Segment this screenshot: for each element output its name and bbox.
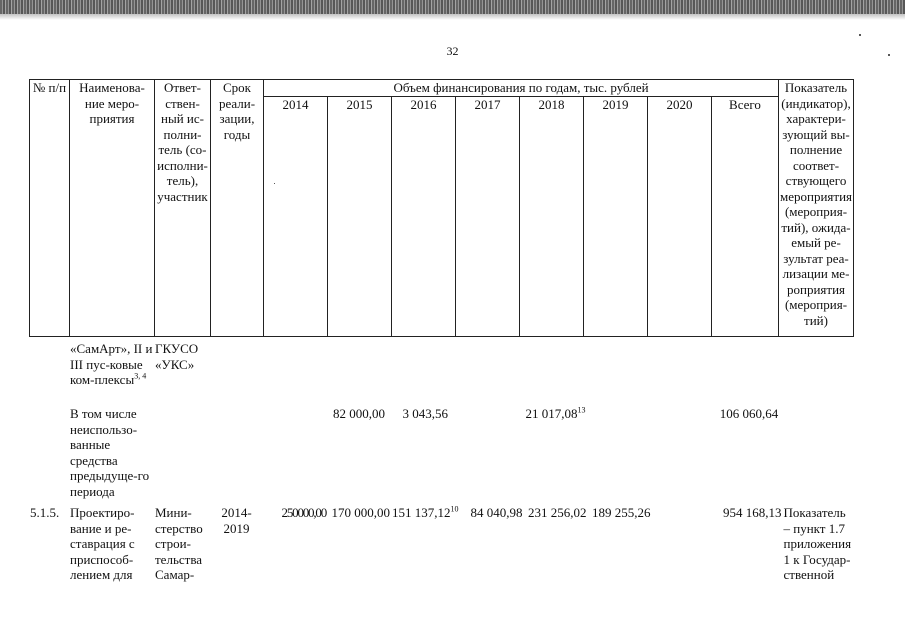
row-value: 84 040,98 <box>470 505 523 520</box>
row-value: 250000,00 <box>281 505 326 520</box>
row-value <box>652 341 716 406</box>
header-year: 2019 <box>584 97 648 337</box>
row-value <box>391 341 460 406</box>
header-year: 2015 <box>328 97 392 337</box>
row-value: 21 017,08$^{13}$ <box>525 405 586 421</box>
scan-speck <box>859 34 861 36</box>
row-value: 189 255,26 <box>592 505 651 520</box>
row-value <box>588 341 652 406</box>
row-value <box>263 341 327 406</box>
row-value <box>327 341 391 406</box>
row-total: 954 168,13 <box>723 505 782 520</box>
row-responsible <box>154 406 210 505</box>
row-indicator <box>783 341 853 406</box>
row-responsible: Мини-стерство строи-тельства Самар- <box>155 505 203 582</box>
row-value: 151 137,12$^{10}$ <box>392 504 459 520</box>
row-num <box>29 341 69 406</box>
table-row <box>29 406 852 505</box>
row-value: 82 000,00 <box>333 406 385 421</box>
footnote-ref: 3, 4 <box>134 371 147 381</box>
row-value: 231 256,02 <box>528 505 587 520</box>
row-total: 106 060,64 <box>719 406 779 421</box>
row-value <box>460 341 524 406</box>
row-responsible: ГКУСО «УКС» <box>155 341 199 372</box>
row-value <box>588 406 652 505</box>
header-indicator: Показатель (индикатор), характери-зующий вы-полнение соответ-ствующего мероприятия (мероприя-тий), ожида-емый ре-зультат реа-лизации ме-роприятия (мероприя-тий) <box>779 80 854 337</box>
header-num: № п/п <box>30 80 70 337</box>
row-term: 2014-2019 <box>221 505 252 536</box>
table-body <box>29 341 852 583</box>
row-value: 170 000,00 <box>331 505 390 520</box>
row-term <box>210 341 263 406</box>
table-header <box>29 79 854 337</box>
row-indicator <box>783 406 853 505</box>
row-name: В том числе неиспользо-ванные средства предыдуще-го периода <box>70 406 150 499</box>
row-value <box>460 406 524 505</box>
footnote-ref: 13 <box>577 405 586 415</box>
header-year-total: Всего <box>712 97 779 337</box>
row-value: 3 043,56 <box>402 406 448 421</box>
header-year: 2014 <box>264 97 328 337</box>
header-funding: Объем финансирования по годам, тыс. рублей <box>264 80 779 97</box>
header-responsible: Ответ-ствен-ный ис-полни-тель (со-исполни-тель), участник <box>155 80 211 337</box>
row-indicator: Показатель – пункт 1.7 приложения 1 к Государ-ственной <box>783 505 852 582</box>
scan-edge <box>0 0 905 14</box>
row-value <box>652 406 716 505</box>
row-total <box>716 341 783 406</box>
header-year: 2020 <box>648 97 712 337</box>
header-term: Срок реали-зации, годы <box>211 80 264 337</box>
row-name: «СамАрт», II и III пус-ковые ком-плексы$^{3, 4}$ <box>70 341 153 387</box>
row-name: Проектиро-вание и ре-ставрация с приспособ-лением для <box>70 505 135 582</box>
table-row <box>29 505 852 583</box>
header-year: 2016 <box>392 97 456 337</box>
row-value <box>652 505 716 583</box>
row-term <box>210 406 263 505</box>
table-row <box>29 341 852 406</box>
scan-edge-shadow <box>0 14 905 20</box>
header-year: 2017 <box>456 97 520 337</box>
header-year: 2018 <box>520 97 584 337</box>
row-num: 5.1.5. <box>30 505 60 520</box>
header-name: Наименова-ние меро-приятия <box>70 80 155 337</box>
page-number: 32 <box>446 44 459 58</box>
row-value <box>263 406 327 505</box>
row-num <box>29 406 69 505</box>
footnote-ref: 10 <box>450 504 459 514</box>
row-value <box>524 341 588 406</box>
